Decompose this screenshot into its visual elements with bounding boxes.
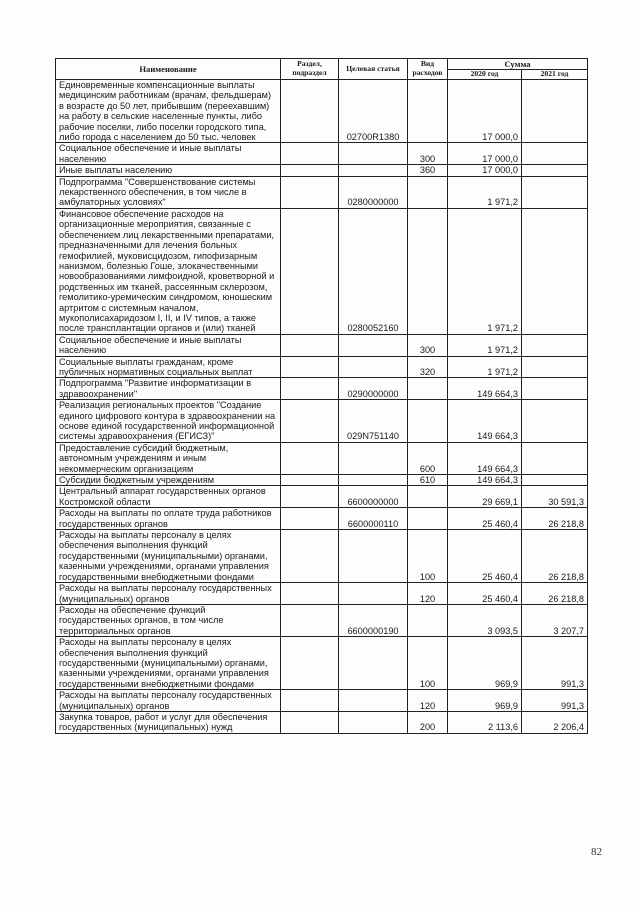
cell-target: 0280000000	[339, 176, 408, 208]
cell-2021	[522, 475, 588, 486]
cell-section	[281, 637, 339, 690]
cell-2020: 1 971,2	[448, 176, 522, 208]
cell-2021	[522, 208, 588, 334]
table-row	[56, 475, 588, 486]
cell-2020: 1 971,2	[448, 208, 522, 334]
cell-section	[281, 400, 339, 443]
table-row	[56, 583, 588, 605]
cell-2021: 30 591,3	[522, 486, 588, 508]
table-row	[56, 208, 588, 334]
cell-2020: 149 664,3	[448, 442, 522, 474]
cell-section	[281, 530, 339, 583]
cell-kind: 100	[408, 637, 448, 690]
header-section: Раздел, подраздел	[281, 59, 339, 80]
table-row	[56, 442, 588, 474]
cell-target	[339, 356, 408, 378]
cell-2020: 25 460,4	[448, 530, 522, 583]
cell-target	[339, 690, 408, 712]
cell-name: Центральный аппарат государственных органов Костромской области	[56, 486, 281, 508]
budget-table	[55, 58, 588, 734]
cell-target: 6600000190	[339, 604, 408, 636]
cell-2020: 969,9	[448, 690, 522, 712]
cell-2020: 1 971,2	[448, 334, 522, 356]
cell-section	[281, 334, 339, 356]
cell-target	[339, 143, 408, 165]
cell-section	[281, 80, 339, 143]
cell-2021	[522, 356, 588, 378]
table-row	[56, 711, 588, 733]
cell-2020: 17 000,0	[448, 80, 522, 143]
cell-target	[339, 530, 408, 583]
cell-name: Предоставление субсидий бюджетным, автономным учреждениям и иным некоммерческим организациям	[56, 442, 281, 474]
cell-name: Реализация региональных проектов "Создание единого цифрового контура в здравоохранении на основе единой государственной информационной системы здравоохранения (ЕГИСЗ)"	[56, 400, 281, 443]
cell-section	[281, 208, 339, 334]
cell-section	[281, 486, 339, 508]
cell-2020: 969,9	[448, 637, 522, 690]
cell-target	[339, 442, 408, 474]
cell-name: Социальное обеспечение и иные выплаты населению	[56, 334, 281, 356]
cell-section	[281, 165, 339, 176]
table-row	[56, 176, 588, 208]
cell-name: Подпрограмма "Развитие информатизации в здравоохранении"	[56, 378, 281, 400]
cell-kind: 360	[408, 165, 448, 176]
table-row	[56, 508, 588, 530]
cell-target: 0290000000	[339, 378, 408, 400]
cell-kind	[408, 508, 448, 530]
cell-target: 029N751140	[339, 400, 408, 443]
cell-target	[339, 334, 408, 356]
cell-section	[281, 508, 339, 530]
header-target: Целевая статья	[339, 59, 408, 80]
cell-2021	[522, 165, 588, 176]
cell-name: Финансовое обеспечение расходов на организационные мероприятия, связанные с обеспечением лиц лекарственными препаратами, предназначенными для лечения больных гемофилией, муковисцидозом, гипофизарным нанизмом, болезнью Гоше, злокачественными новообразованиями лимфоидной, кроветворной и родственных им тканей, рассеянным склерозом, гемолитико-уремическим синдромом, юношеским артритом с системным началом, мукополисахаридозом I, II, и IV типов, а также после трансплантации органов и (или) тканей	[56, 208, 281, 334]
cell-name: Расходы на выплаты персоналу в целях обеспечения выполнения функций государственными (муниципальными) органами, казенными учреждениями, органами управления государственными внебюджетными фондами	[56, 530, 281, 583]
cell-kind: 200	[408, 711, 448, 733]
cell-2020: 149 664,3	[448, 400, 522, 443]
cell-section	[281, 690, 339, 712]
cell-2021	[522, 176, 588, 208]
cell-2021	[522, 442, 588, 474]
cell-kind	[408, 604, 448, 636]
cell-2021: 2 206,4	[522, 711, 588, 733]
table-row	[56, 530, 588, 583]
cell-kind	[408, 208, 448, 334]
table-row	[56, 165, 588, 176]
cell-kind: 610	[408, 475, 448, 486]
cell-kind: 120	[408, 583, 448, 605]
cell-kind	[408, 80, 448, 143]
cell-name: Расходы на выплаты персоналу государственных (муниципальных) органов	[56, 690, 281, 712]
cell-2021	[522, 80, 588, 143]
cell-target	[339, 165, 408, 176]
cell-target: 6600000110	[339, 508, 408, 530]
cell-name: Закупка товаров, работ и услуг для обеспечения государственных (муниципальных) нужд	[56, 711, 281, 733]
page-number: 82	[591, 846, 602, 858]
table-row	[56, 637, 588, 690]
cell-name: Иные выплаты населению	[56, 165, 281, 176]
cell-section	[281, 475, 339, 486]
cell-name: Единовременные компенсационные выплаты медицинским работникам (врачам, фельдшерам) в возрасте до 50 лет, прибывшим (переехавшим) на работу в сельские населенные пункты, либо рабочие поселки, либо поселки городского типа, либо города с населением до 50 тыс. человек	[56, 80, 281, 143]
cell-name: Расходы на обеспечение функций государственных органов, в том числе территориальных органов	[56, 604, 281, 636]
cell-target: 02700R1380	[339, 80, 408, 143]
cell-2020: 2 113,6	[448, 711, 522, 733]
cell-2020: 25 460,4	[448, 583, 522, 605]
cell-2021: 991,3	[522, 690, 588, 712]
cell-2020: 149 664,3	[448, 475, 522, 486]
cell-kind	[408, 400, 448, 443]
cell-2021: 26 218,8	[522, 530, 588, 583]
header-year-2021: 2021 год	[522, 70, 588, 80]
table-row	[56, 143, 588, 165]
cell-2020: 17 000,0	[448, 165, 522, 176]
table-row	[56, 356, 588, 378]
table-row	[56, 690, 588, 712]
cell-2020: 149 664,3	[448, 378, 522, 400]
cell-kind: 120	[408, 690, 448, 712]
cell-2021: 26 218,8	[522, 508, 588, 530]
cell-section	[281, 442, 339, 474]
cell-section	[281, 583, 339, 605]
cell-kind: 300	[408, 334, 448, 356]
cell-kind: 300	[408, 143, 448, 165]
cell-target: 0280052160	[339, 208, 408, 334]
table-header	[56, 59, 588, 80]
cell-2021	[522, 334, 588, 356]
cell-name: Социальные выплаты гражданам, кроме публичных нормативных социальных выплат	[56, 356, 281, 378]
cell-name: Подпрограмма "Совершенствование системы лекарственного обеспечения, в том числе в амбулаторных условиях"	[56, 176, 281, 208]
cell-section	[281, 604, 339, 636]
cell-target: 6600000000	[339, 486, 408, 508]
cell-2021	[522, 378, 588, 400]
cell-target	[339, 637, 408, 690]
table-row	[56, 334, 588, 356]
table-row	[56, 604, 588, 636]
cell-2021: 3 207,7	[522, 604, 588, 636]
cell-section	[281, 378, 339, 400]
cell-2021	[522, 400, 588, 443]
table-row	[56, 400, 588, 443]
cell-section	[281, 143, 339, 165]
header-kind: Вид расходов	[408, 59, 448, 80]
cell-2020: 1 971,2	[448, 356, 522, 378]
cell-2020: 17 000,0	[448, 143, 522, 165]
table-row	[56, 80, 588, 143]
cell-name: Расходы на выплаты по оплате труда работников государственных органов	[56, 508, 281, 530]
cell-kind	[408, 176, 448, 208]
cell-kind: 100	[408, 530, 448, 583]
cell-2020: 29 669,1	[448, 486, 522, 508]
cell-section	[281, 356, 339, 378]
cell-name: Расходы на выплаты персоналу государственных (муниципальных) органов	[56, 583, 281, 605]
cell-name: Субсидии бюджетным учреждениям	[56, 475, 281, 486]
cell-2021	[522, 143, 588, 165]
cell-kind	[408, 486, 448, 508]
cell-kind	[408, 378, 448, 400]
cell-2020: 3 093,5	[448, 604, 522, 636]
header-year-2020: 2020 год	[448, 70, 522, 80]
table-row	[56, 486, 588, 508]
cell-2021: 26 218,8	[522, 583, 588, 605]
cell-name: Расходы на выплаты персоналу в целях обеспечения выполнения функций государственными (муниципальными) органами, казенными учреждениями, органами управления государственными внебюджетными фондами	[56, 637, 281, 690]
cell-2020: 25 460,4	[448, 508, 522, 530]
table-body	[56, 80, 588, 734]
cell-2021: 991,3	[522, 637, 588, 690]
cell-target	[339, 711, 408, 733]
cell-target	[339, 475, 408, 486]
cell-name: Социальное обеспечение и иные выплаты населению	[56, 143, 281, 165]
cell-kind: 600	[408, 442, 448, 474]
cell-section	[281, 176, 339, 208]
header-sum: Сумма	[448, 59, 588, 70]
cell-target	[339, 583, 408, 605]
cell-section	[281, 711, 339, 733]
header-name: Наименование	[56, 59, 281, 80]
table-row	[56, 378, 588, 400]
cell-kind: 320	[408, 356, 448, 378]
